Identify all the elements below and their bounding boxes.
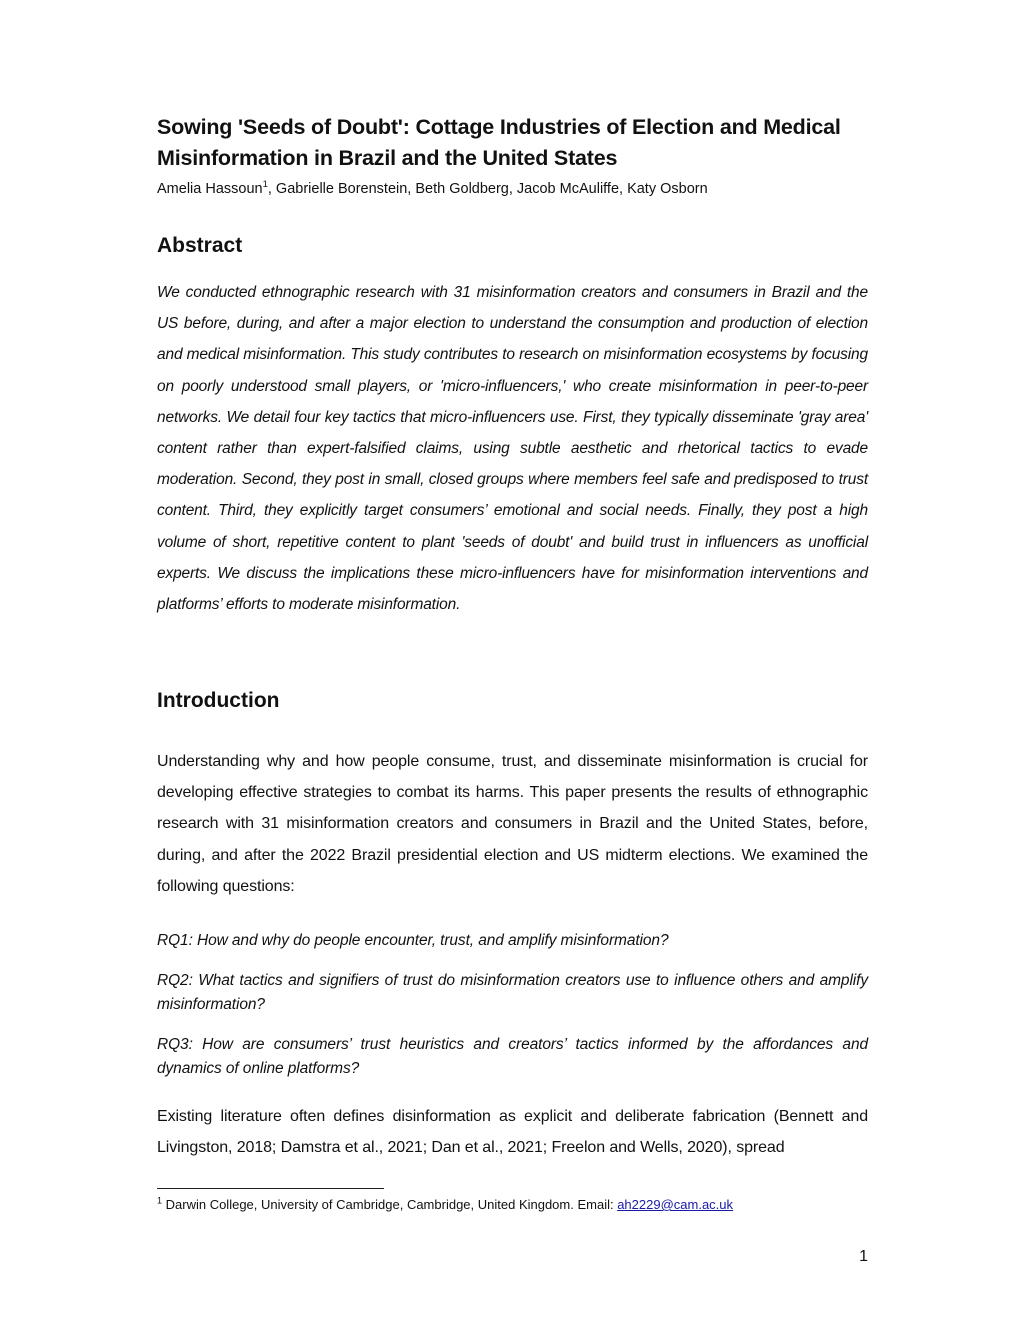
introduction-heading: Introduction [157,689,280,712]
paper-title: Sowing 'Seeds of Doubt': Cottage Industries of Election and Medical Misinformation in Brazil and the United States [157,115,841,170]
first-author: Amelia Hassoun [157,181,263,197]
abstract-heading: Abstract [157,234,243,257]
author-list [157,178,868,200]
abstract-text: We conducted ethnographic research with 31 misinformation creators and consumers in Brazil and the US before, during, and after a major election to understand the consumption and production of election and medical misinformation. This study contributes to research on misinformation ecosystems by focusing on poorly understood small players, or 'micro-influencers,' who create misinformation in peer-to-peer networks. We detail four key tactics that micro-influencers use. First, they typically disseminate 'gray area' content rather than expert-falsified claims, using subtle aesthetic and rhetorical tactics to evade moderation. Second, they post in small, closed groups where members feel safe and predisposed to trust content. Third, they explicitly target consumers’ emotional and social needs. Finally, they post a high volume of short, repetitive content to plant 'seeds of doubt' and build trust in influencers as unofficial experts. We discuss the implications these micro-influencers have for misinformation interventions and platforms’ efforts to moderate misinformation. [157,284,868,614]
footnote-text: Darwin College, University of Cambridge, Cambridge, United Kingdom. Email: [162,1197,618,1212]
research-question-3: RQ3: How are consumers’ trust heuristics and creators’ tactics informed by the affordances and dynamics of online platforms? [157,1036,868,1077]
research-question-1: RQ1: How and why do people encounter, trust, and amplify misinformation? [157,932,669,949]
footnote-divider [157,1188,384,1189]
introduction-paragraph: Understanding why and how people consume, trust, and disseminate misinformation is crucial for developing effective strategies to combat its harms. This paper presents the results of ethnographic research with 31 misinformation creators and consumers in Brazil and the United States, before, during, and after the 2022 Brazil presidential election and US midterm elections. We examined the following questions: [157,753,868,895]
footnote-marker: 1 [157,1195,163,1206]
footnote [157,1195,868,1215]
research-question-2: RQ2: What tactics and signifiers of trust do misinformation creators use to influence others and amplify misinformation? [157,972,868,1013]
email-link[interactable]: ah2229@cam.ac.uk [617,1197,734,1212]
other-authors: , Gabrielle Borenstein, Beth Goldberg, Jacob McAuliffe, Katy Osborn [267,181,708,197]
page-number: 1 [859,1248,868,1265]
paper-page [157,0,868,1325]
author-footnote-marker[interactable]: 1 [262,179,268,191]
introduction-paragraph: Existing literature often defines disinformation as explicit and deliberate fabrication (Bennett and Livingston, 2018; Damstra et al., 2021; Dan et al., 2021; Freelon and Wells, 2020), spread [157,1108,868,1157]
